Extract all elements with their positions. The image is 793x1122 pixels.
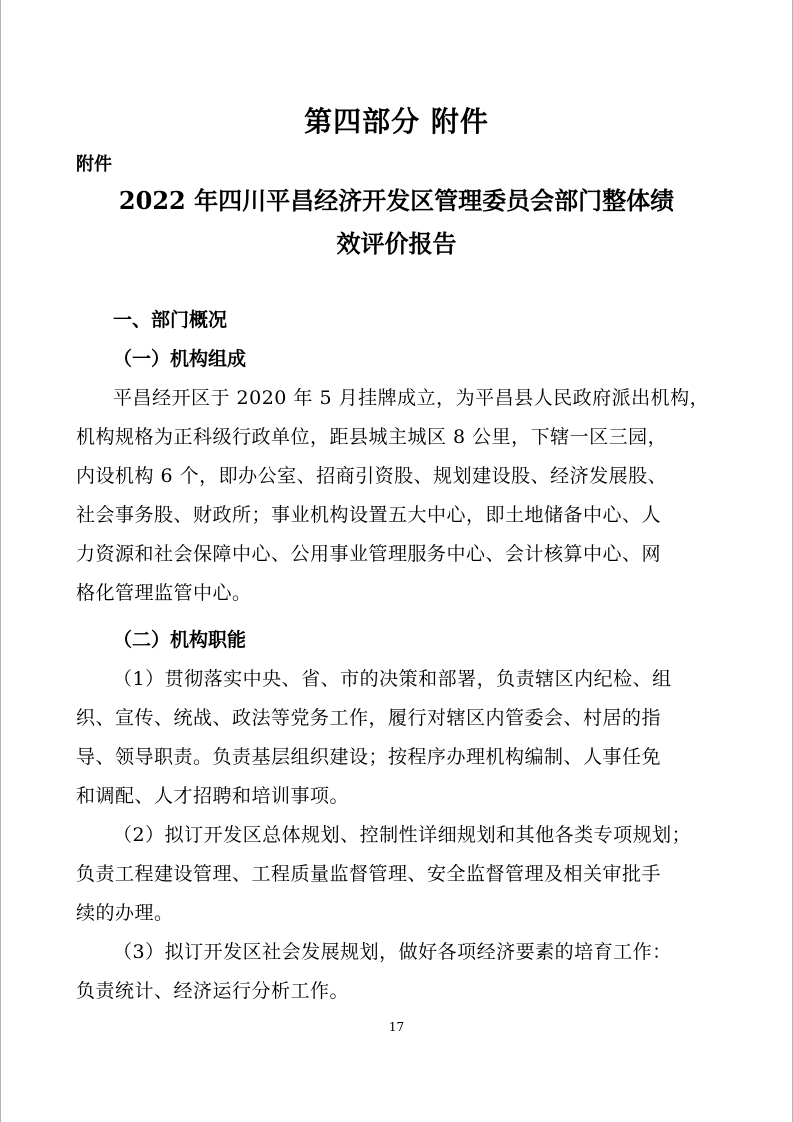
list-item-line: 和调配、人才招聘和培训事项。	[76, 785, 350, 807]
list-item-line: （2）拟订开发区总体规划、控制性详细规划和其他各类专项规划；	[113, 824, 692, 846]
list-item-line: （3）拟订开发区社会发展规划，做好各项经济要素的培育工作：	[113, 941, 672, 963]
paragraph-line: 机构规格为正科级行政单位，距县城主城区 8 公里，下辖一区三园，	[76, 426, 668, 448]
paragraph-line: 力资源和社会保障中心、公用事业管理服务中心、会计核算中心、网	[76, 543, 662, 565]
paragraph-line: 平昌经开区于 2020 年 5 月挂牌成立，为平昌县人民政府派出机构，	[113, 387, 710, 409]
report-title-line-1: 2022 年四川平昌经济开发区管理委员会部门整体绩	[118, 186, 675, 215]
list-item-line: 续的办理。	[76, 902, 174, 924]
list-item-line: 导、领导职责。负责基层组织建设；按程序办理机构编制、人事任免	[76, 746, 662, 768]
list-item-line: 负责工程建设管理、工程质量监督管理、安全监督管理及相关审批手	[76, 863, 662, 885]
list-item-line: 织、宣传、统战、政法等党务工作，履行对辖区内管委会、村居的指	[76, 707, 662, 729]
subsection-heading-functions: （二）机构职能	[113, 629, 247, 651]
attachment-label: 附件	[76, 154, 112, 175]
list-item-line: （1）贯彻落实中央、省、市的决策和部署，负责辖区内纪检、组	[113, 668, 672, 690]
section-heading-department-overview: 一、部门概况	[113, 309, 228, 331]
paragraph-line: 内设机构 6 个，即办公室、招商引资股、规划建设股、经济发展股、	[76, 465, 668, 487]
list-item-line: 负责统计、经济运行分析工作。	[76, 980, 350, 1002]
report-title-line-2: 效评价报告	[336, 229, 457, 258]
part-title: 第四部分 附件	[304, 105, 489, 138]
page-left-edge	[0, 0, 1, 1122]
subsection-heading-organization: （一）机构组成	[113, 348, 247, 370]
paragraph-line: 格化管理监管中心。	[76, 582, 252, 604]
page-number: 17	[388, 1020, 405, 1034]
paragraph-line: 社会事务股、财政所；事业机构设置五大中心，即土地储备中心、人	[76, 504, 662, 526]
